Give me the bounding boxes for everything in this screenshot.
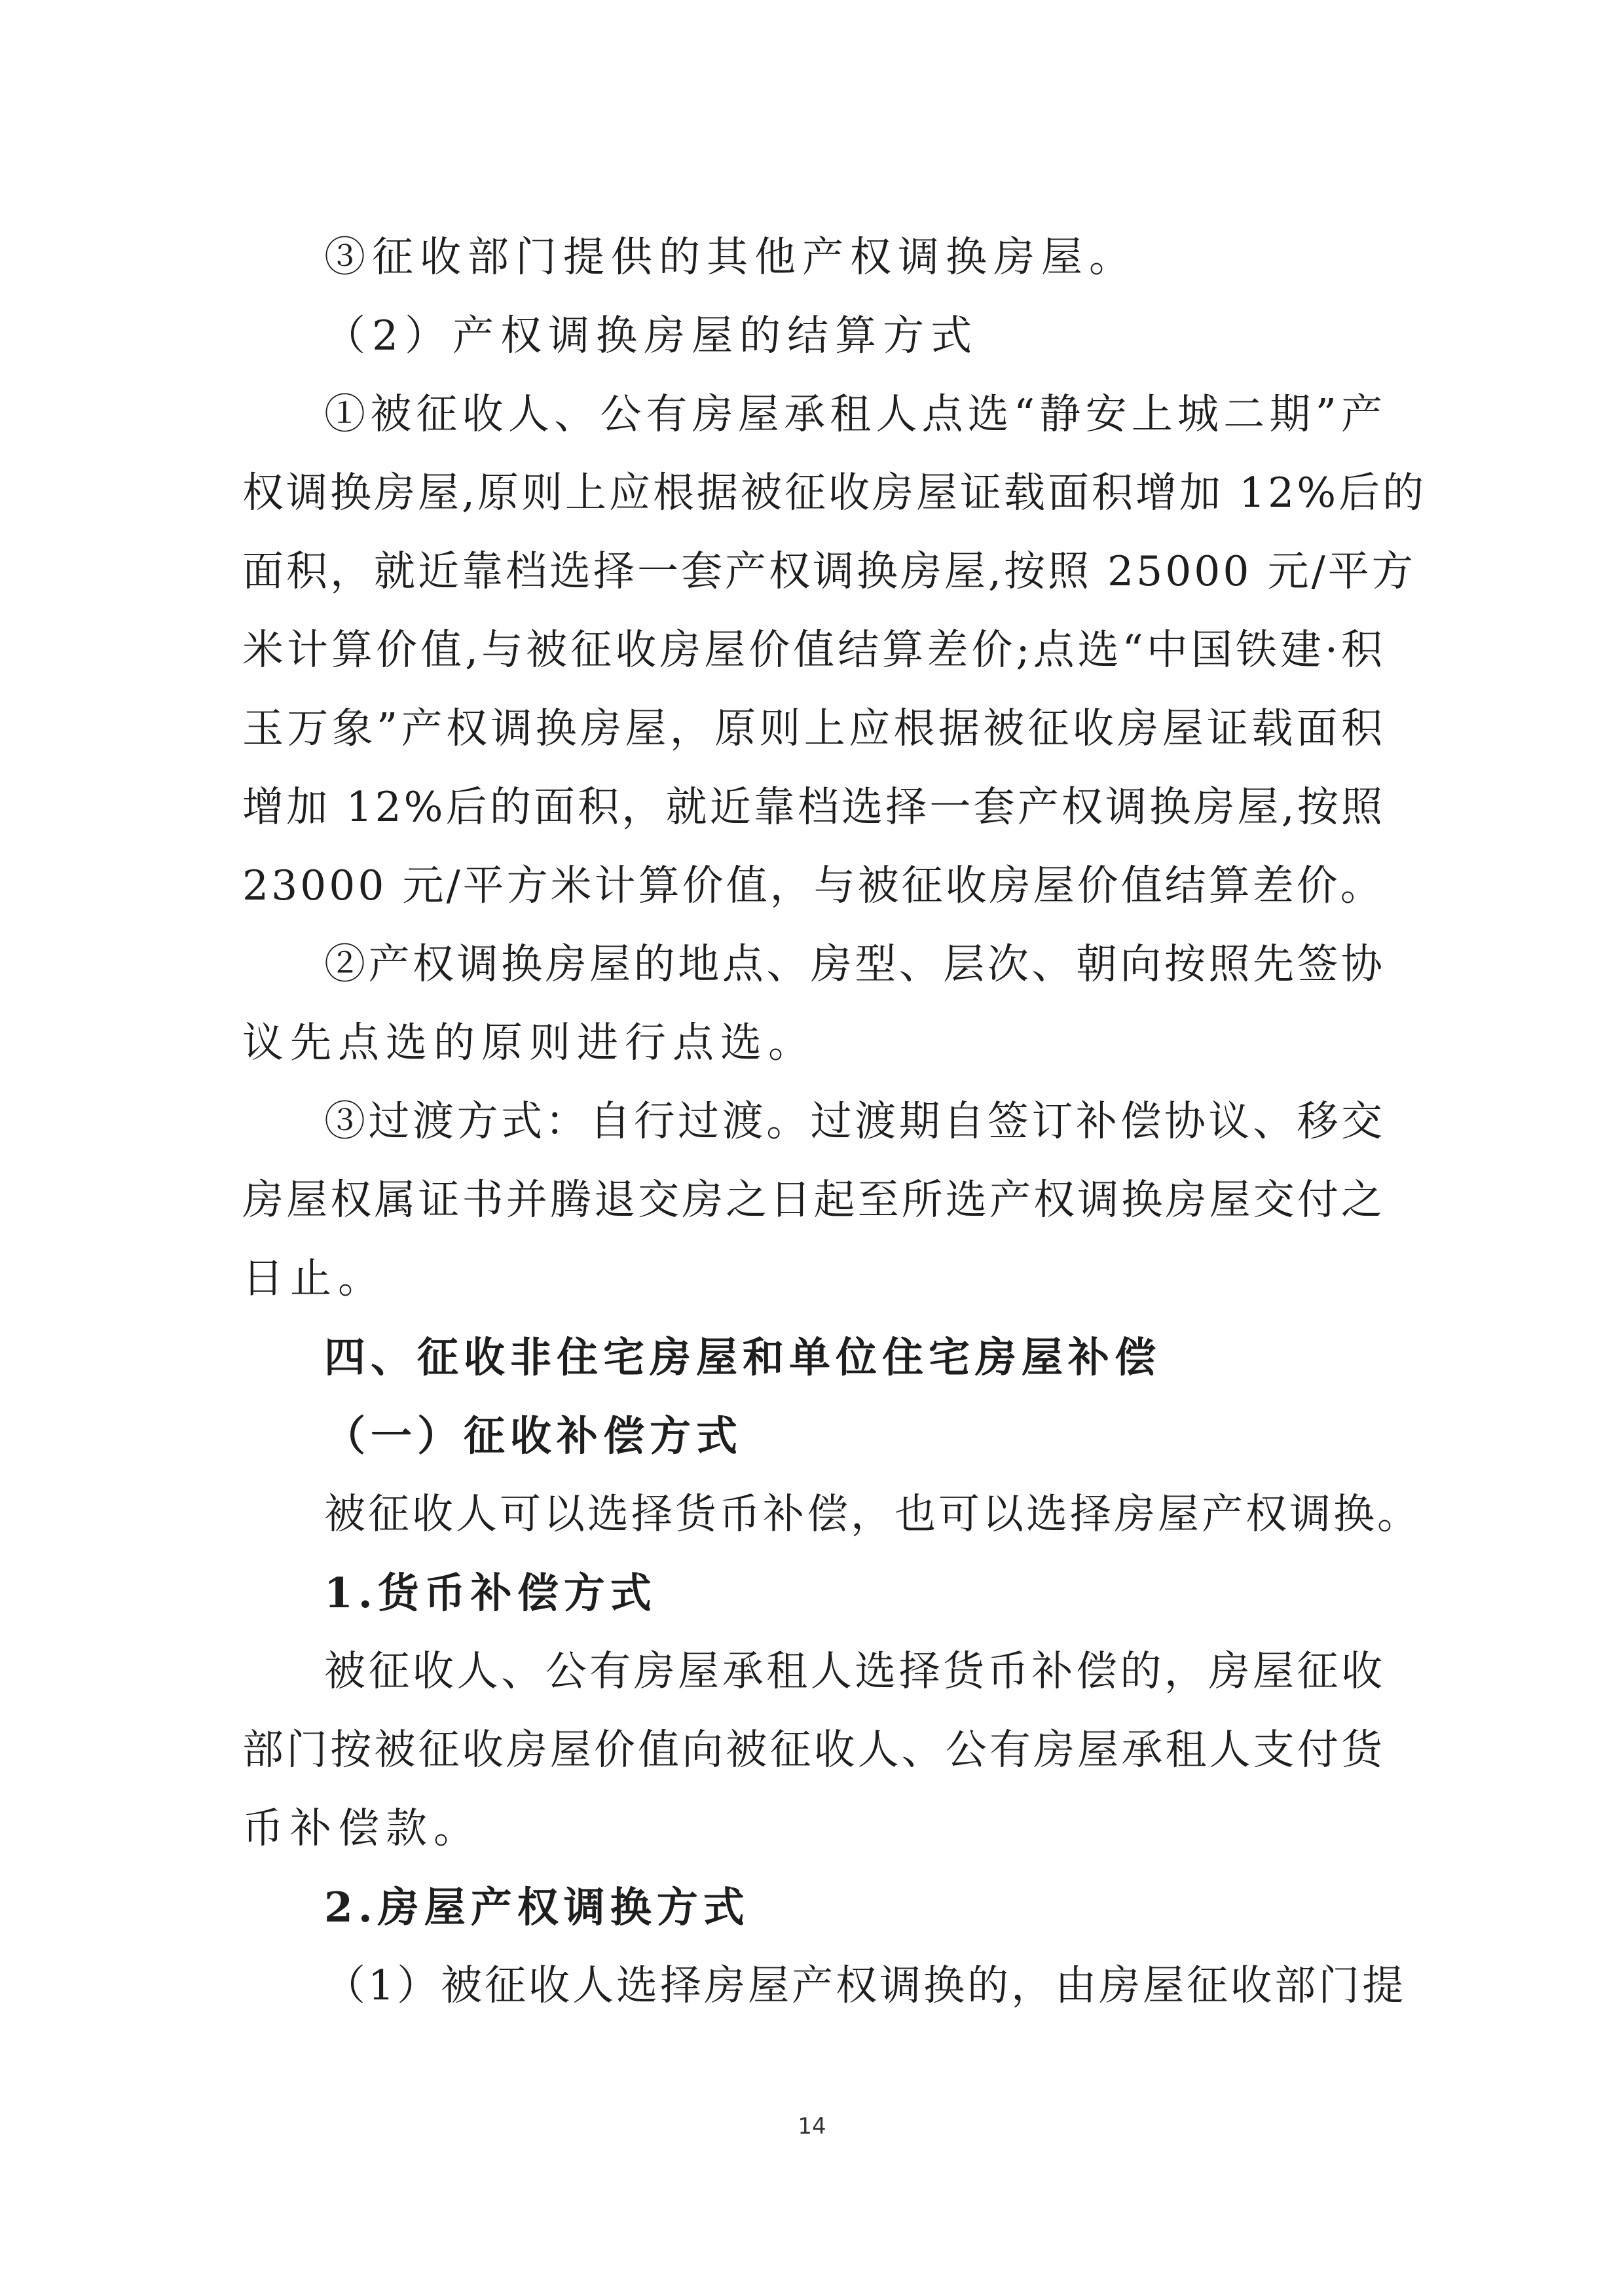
section-heading: （2）产权调换房屋的结算方式 [324, 312, 979, 359]
subsection-heading: 1.货币补偿方式 [324, 1569, 657, 1617]
paragraph-line: 房屋权属证书并腾退交房之日起至所选产权调换房屋交付之 [242, 1176, 1385, 1224]
paragraph-line: ①被征收人、公有房屋承租人点选“静安上城二期”产 [324, 390, 1385, 438]
paragraph-line: 币补偿款。 [242, 1804, 481, 1852]
paragraph-line: 增加 12%后的面积，就近靠档选择一套产权调换房屋,按照 [242, 783, 1385, 831]
paragraph-line: ③过渡方式：自行过渡。过渡期自签订补偿协议、移交 [324, 1097, 1385, 1145]
section-heading: 四、征收非住宅房屋和单位住宅房屋补偿 [324, 1333, 1161, 1381]
page-number: 14 [798, 2113, 826, 2140]
paragraph-line: 日止。 [242, 1254, 386, 1302]
paragraph-line: 被征收人可以选择货币补偿，也可以选择房屋产权调换。 [324, 1490, 1421, 1538]
paragraph-line: 玉万象”产权调换房屋，原则上应根据被征收房屋证载面积 [242, 704, 1385, 752]
paragraph-line: 部门按被征收房屋价值向被征收人、公有房屋承租人支付货 [242, 1726, 1385, 1774]
paragraph-line: 议先点选的原则进行点选。 [242, 1019, 816, 1066]
paragraph-line: 米计算价值,与被征收房屋价值结算差价;点选“中国铁建·积 [242, 626, 1385, 674]
paragraph-line: 面积，就近靠档选择一套产权调换房屋,按照 25000 元/平方 [242, 547, 1416, 595]
paragraph-line: ②产权调换房屋的地点、房型、层次、朝向按照先签协 [324, 940, 1385, 988]
paragraph-line: 权调换房屋,原则上应根据被征收房屋证载面积增加 12%后的 [242, 469, 1427, 517]
paragraph-line: 23000 元/平方米计算价值，与被征收房屋价值结算差价。 [242, 862, 1384, 909]
subsection-heading: （一）征收补偿方式 [324, 1412, 743, 1460]
subsection-heading: 2.房屋产权调换方式 [324, 1883, 750, 1931]
paragraph-line: ③征收部门提供的其他产权调换房屋。 [324, 233, 1137, 281]
paragraph-line: 被征收人、公有房屋承租人选择货币补偿的，房屋征收 [324, 1647, 1385, 1695]
paragraph-line: （1）被征收人选择房屋产权调换的，由房屋征收部门提 [324, 1961, 1407, 2009]
